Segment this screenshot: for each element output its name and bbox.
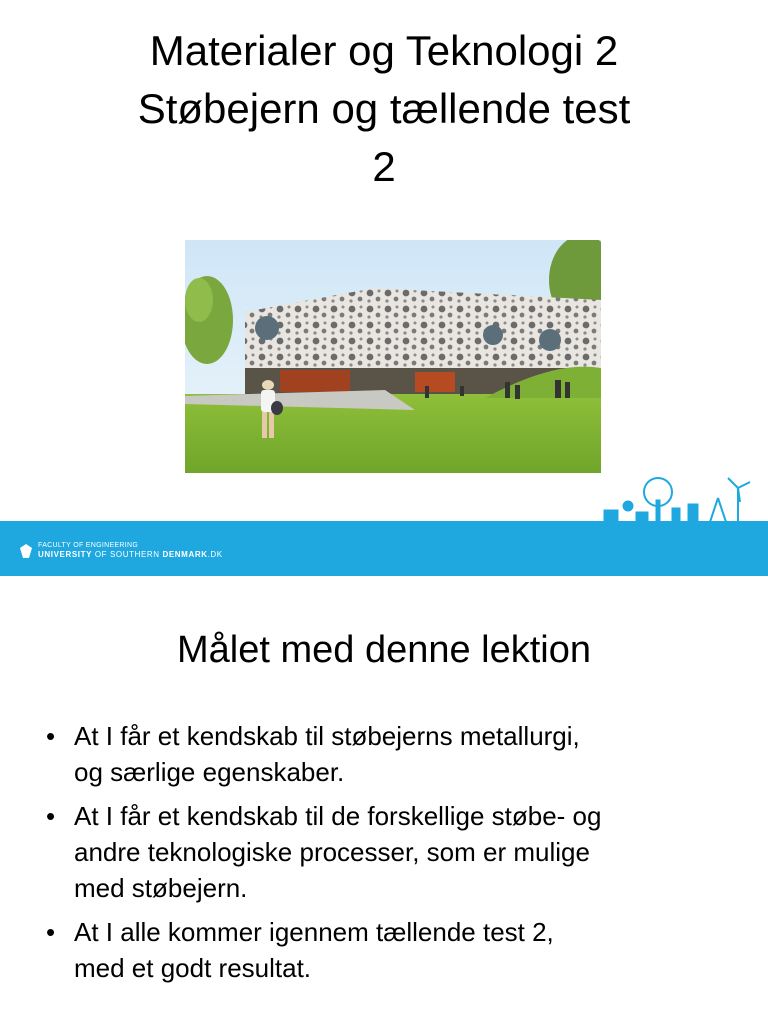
title-line-2: Støbejern og tællende test	[137, 85, 631, 132]
title-line-3: 2	[372, 143, 396, 190]
bullet-icon: •	[46, 801, 56, 831]
bullet-item: • At I får et kendskab til de forskellige støbe- og andre teknologiske processer, som er mulige med støbejern.	[40, 798, 740, 906]
bullet-item: • At I får et kendskab til støbejerns metallurgi, og særlige egenskaber.	[40, 718, 740, 790]
faculty-name: FACULTY OF ENGINEERING	[38, 542, 139, 549]
slide-1-title	[0, 22, 768, 196]
bullet-icon: •	[46, 721, 56, 751]
bullet-item: • At I alle kommer igennem tællende test 2, med et godt resultat.	[40, 914, 740, 986]
university-name: UNIVERSITY OF SOUTHERN DENMARK.DK	[38, 550, 223, 559]
building-photo	[185, 240, 601, 473]
university-logo	[20, 541, 223, 560]
bullet-icon: •	[46, 917, 56, 947]
sdu-emblem-icon	[20, 544, 32, 558]
slide-2	[0, 590, 768, 1024]
bullet-list	[40, 718, 740, 994]
title-line-1: Materialer og Teknologi 2	[149, 27, 619, 74]
slide-2-title: Målet med denne lektion	[176, 629, 592, 671]
